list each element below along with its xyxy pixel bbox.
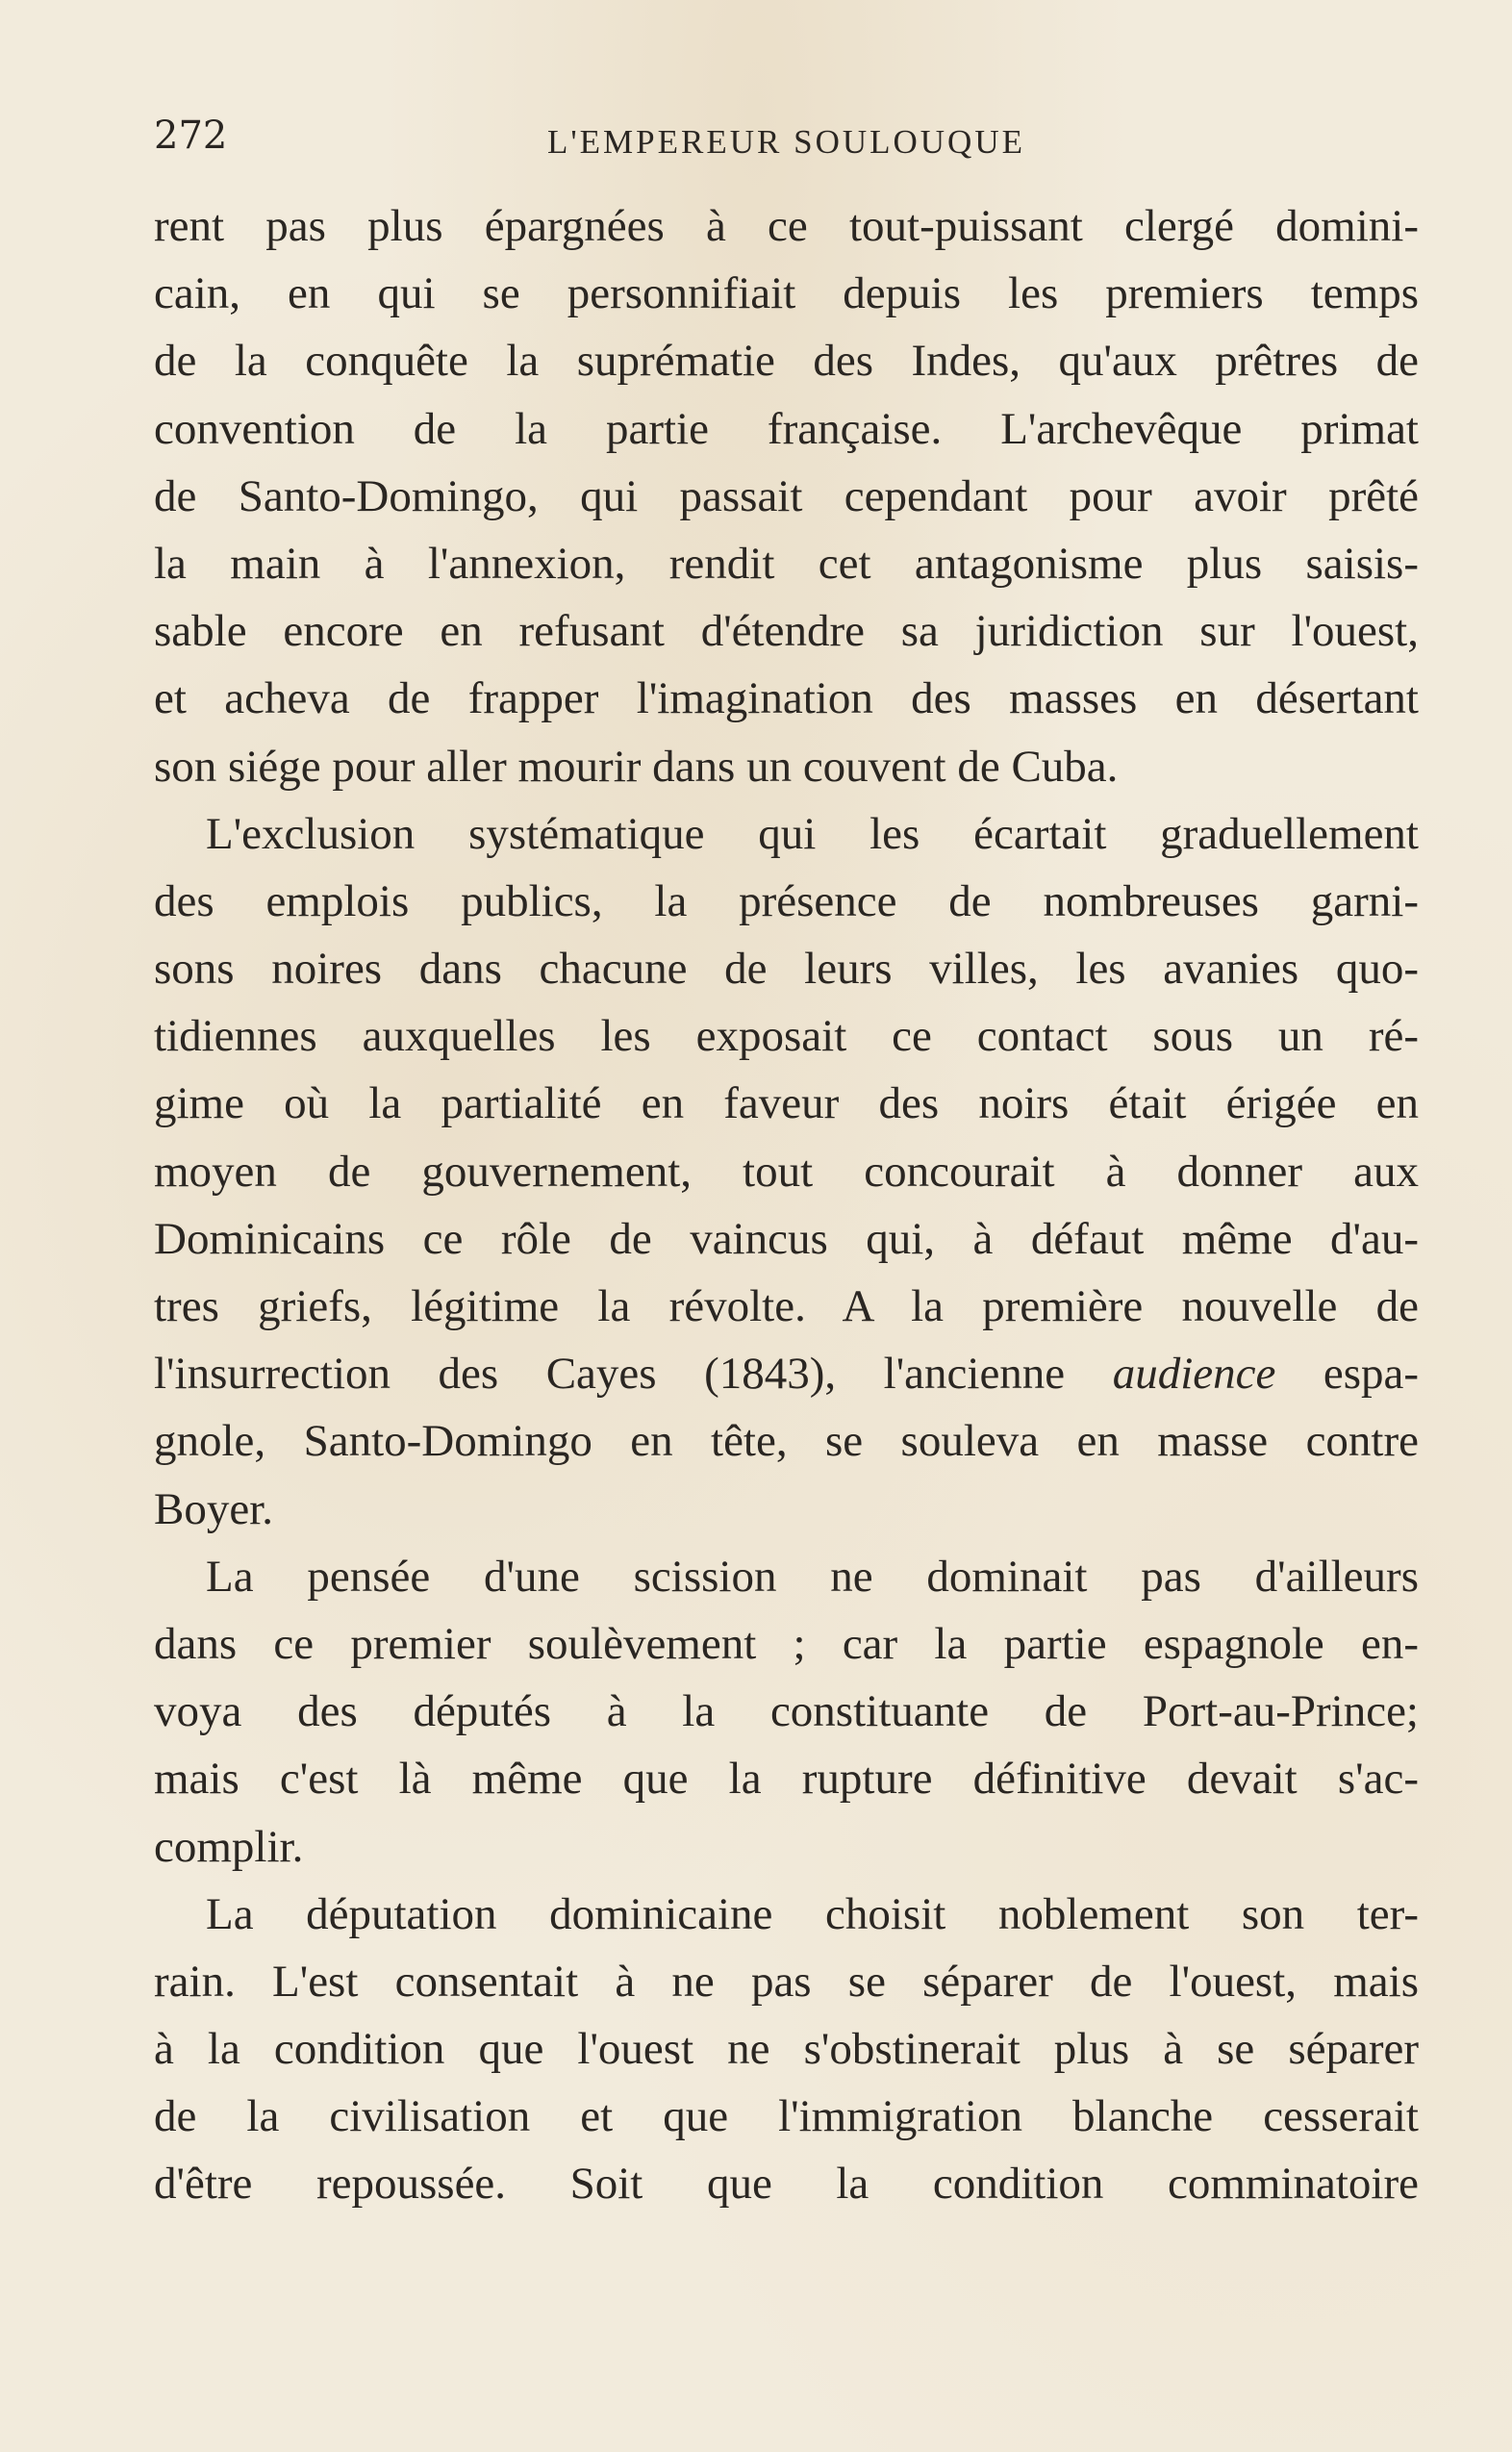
text-segment: l'insurrection des Cayes (1843), l'ancienne <box>154 1349 1113 1400</box>
text-line: de la civilisation et que l'immigration blanche cesserait <box>154 2091 1419 2142</box>
text-line: et acheva de frapper l'imagination des masses en désertant <box>154 673 1419 724</box>
text-line: La députation dominicaine choisit noblement son ter- <box>206 1888 1419 1939</box>
paragraph-1 <box>154 192 1419 800</box>
text-line: mais c'est là même que la rupture définitive devait s'ac- <box>154 1754 1419 1805</box>
text-line: L'exclusion systématique qui les écartait graduellement <box>206 808 1419 859</box>
text-line-with-italic <box>154 1340 1419 1407</box>
text-line: tres griefs, légitime la révolte. A la première nouvelle de <box>154 1281 1419 1331</box>
text-line: rain. L'est consentait à ne pas se séparer de l'ouest, mais <box>154 1956 1419 2007</box>
running-head <box>154 114 1419 171</box>
italic-word: audience <box>1112 1349 1276 1400</box>
text-line: gnole, Santo-Domingo en tête, se souleva en masse contre <box>154 1416 1419 1467</box>
paragraph-2 <box>154 800 1419 1543</box>
page-number: 272 <box>154 114 228 158</box>
text-line: à la condition que l'ouest ne s'obstinerait plus à se séparer <box>154 2024 1419 2075</box>
text-segment: espa- <box>1275 1349 1420 1400</box>
text-line: La pensée d'une scission ne dominait pas d'ailleurs <box>206 1551 1419 1602</box>
text-line: dans ce premier soulèvement ; car la partie espagnole en- <box>154 1618 1419 1669</box>
text-line: convention de la partie française. L'archevêque primat <box>154 403 1419 454</box>
text-line: complir. <box>154 1821 304 1872</box>
text-line: des emplois publics, la présence de nombreuses garni- <box>154 875 1419 926</box>
text-line: tidiennes auxquelles les exposait ce contact sous un ré- <box>154 1011 1419 1062</box>
text-line: moyen de gouvernement, tout concourait à donner aux <box>154 1146 1419 1197</box>
text-line: d'être repoussée. Soit que la condition comminatoire <box>154 2159 1419 2210</box>
text-line: voya des députés à la constituante de Port-au-Prince; <box>154 1686 1419 1737</box>
body-text <box>154 192 1419 2218</box>
text-line: cain, en qui se personnifiait depuis les premiers temps <box>154 268 1419 319</box>
text-line: Boyer. <box>154 1483 274 1534</box>
text-line: de Santo-Domingo, qui passait cependant pour avoir prêté <box>154 470 1419 521</box>
text-line: rent pas plus épargnées à ce tout-puissant clergé domini- <box>154 201 1419 251</box>
paragraph-3 <box>154 1543 1419 1881</box>
text-line: Dominicains ce rôle de vaincus qui, à défaut même d'au- <box>154 1213 1419 1264</box>
text-line: gime où la partialité en faveur des noirs était érigée en <box>154 1078 1419 1129</box>
text-line: sable encore en refusant d'étendre sa juridiction sur l'ouest, <box>154 606 1419 657</box>
paragraph-4 <box>154 1881 1419 2218</box>
text-line: la main à l'annexion, rendit cet antagonisme plus saisis- <box>154 538 1419 589</box>
text-line: sons noires dans chacune de leurs villes, les avanies quo- <box>154 944 1419 995</box>
text-line: de la conquête la suprématie des Indes, qu'aux prêtres de <box>154 336 1419 387</box>
text-line: son siége pour aller mourir dans un couvent de Cuba. <box>154 741 1119 792</box>
running-title: L'EMPEREUR SOULOUQUE <box>546 123 1025 161</box>
